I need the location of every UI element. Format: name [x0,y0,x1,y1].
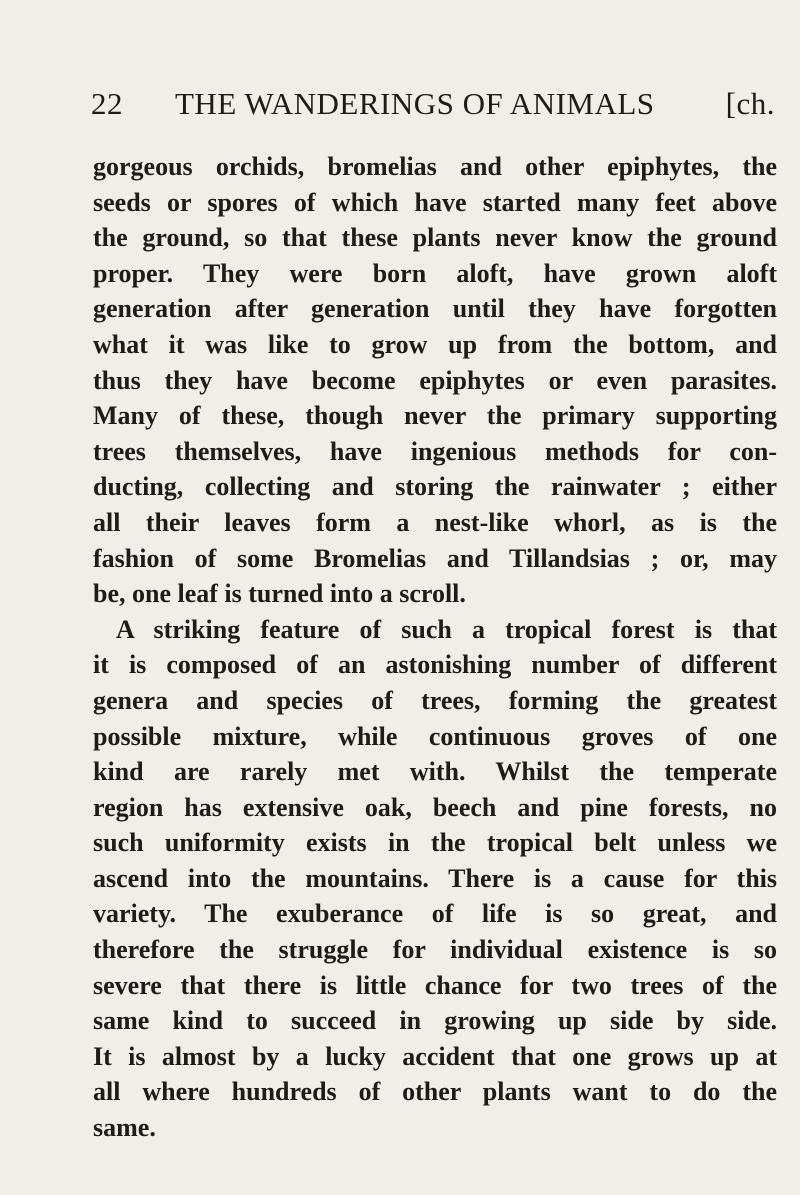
text-line: gorgeous orchids, bromelias and other epiphytes, the [93,152,777,181]
text-line: it is composed of an astonishing number of different [93,650,777,680]
text-line: such uniformity exists in the tropical belt unless we [93,828,777,858]
text-line: genera and species of trees, forming the greatest [93,685,777,715]
text-line: generation after generation until they have forgotten [93,294,777,324]
text-line: Many of these, though never the primary supporting [93,401,777,431]
text-line: fashion of some Bromelias and Tillandsias ; or, may [93,543,777,573]
text-line: same kind to succeed in growing up side by side. [93,1006,777,1036]
text-line: proper. They were born aloft, have grown aloft [93,258,777,288]
running-head: THE WANDERINGS OF ANIMALS [175,86,655,121]
text-line: variety. The exuberance of life is so great, and [93,899,777,929]
text-line: same. [93,1113,156,1143]
text-line: seeds or spores of which have started many feet above [93,187,777,217]
text-line: all where hundreds of other plants want to do the [93,1077,777,1107]
text-line: severe that there is little chance for two trees of the [93,970,777,1000]
text-line: region has extensive oak, beech and pine forests, no [93,792,777,822]
text-line: thus they have become epiphytes or even parasites. [93,365,777,395]
text-line: the ground, so that these plants never know the ground [93,223,777,253]
text-line: be, one leaf is turned into a scroll. [93,579,466,609]
page-header [91,84,777,124]
text-line: possible mixture, while continuous groves of one [93,721,777,751]
text-line: therefore the struggle for individual existence is so [93,935,777,965]
text-line: what it was like to grow up from the bottom, and [93,329,777,359]
text-line: A striking feature of such a tropical forest is that [116,614,777,644]
body-text [93,149,777,1146]
chapter-marker: [ch. [725,86,775,121]
text-line: kind are rarely met with. Whilst the temperate [93,757,777,787]
text-line: ducting, collecting and storing the rainwater ; either [93,472,777,502]
text-line: It is almost by a lucky accident that one grows up at [93,1041,777,1071]
text-line: ascend into the mountains. There is a cause for this [93,863,777,893]
text-line: trees themselves, have ingenious methods for con- [93,436,777,466]
page-number: 22 [91,86,123,121]
text-line: all their leaves form a nest-like whorl, as is the [93,507,777,537]
